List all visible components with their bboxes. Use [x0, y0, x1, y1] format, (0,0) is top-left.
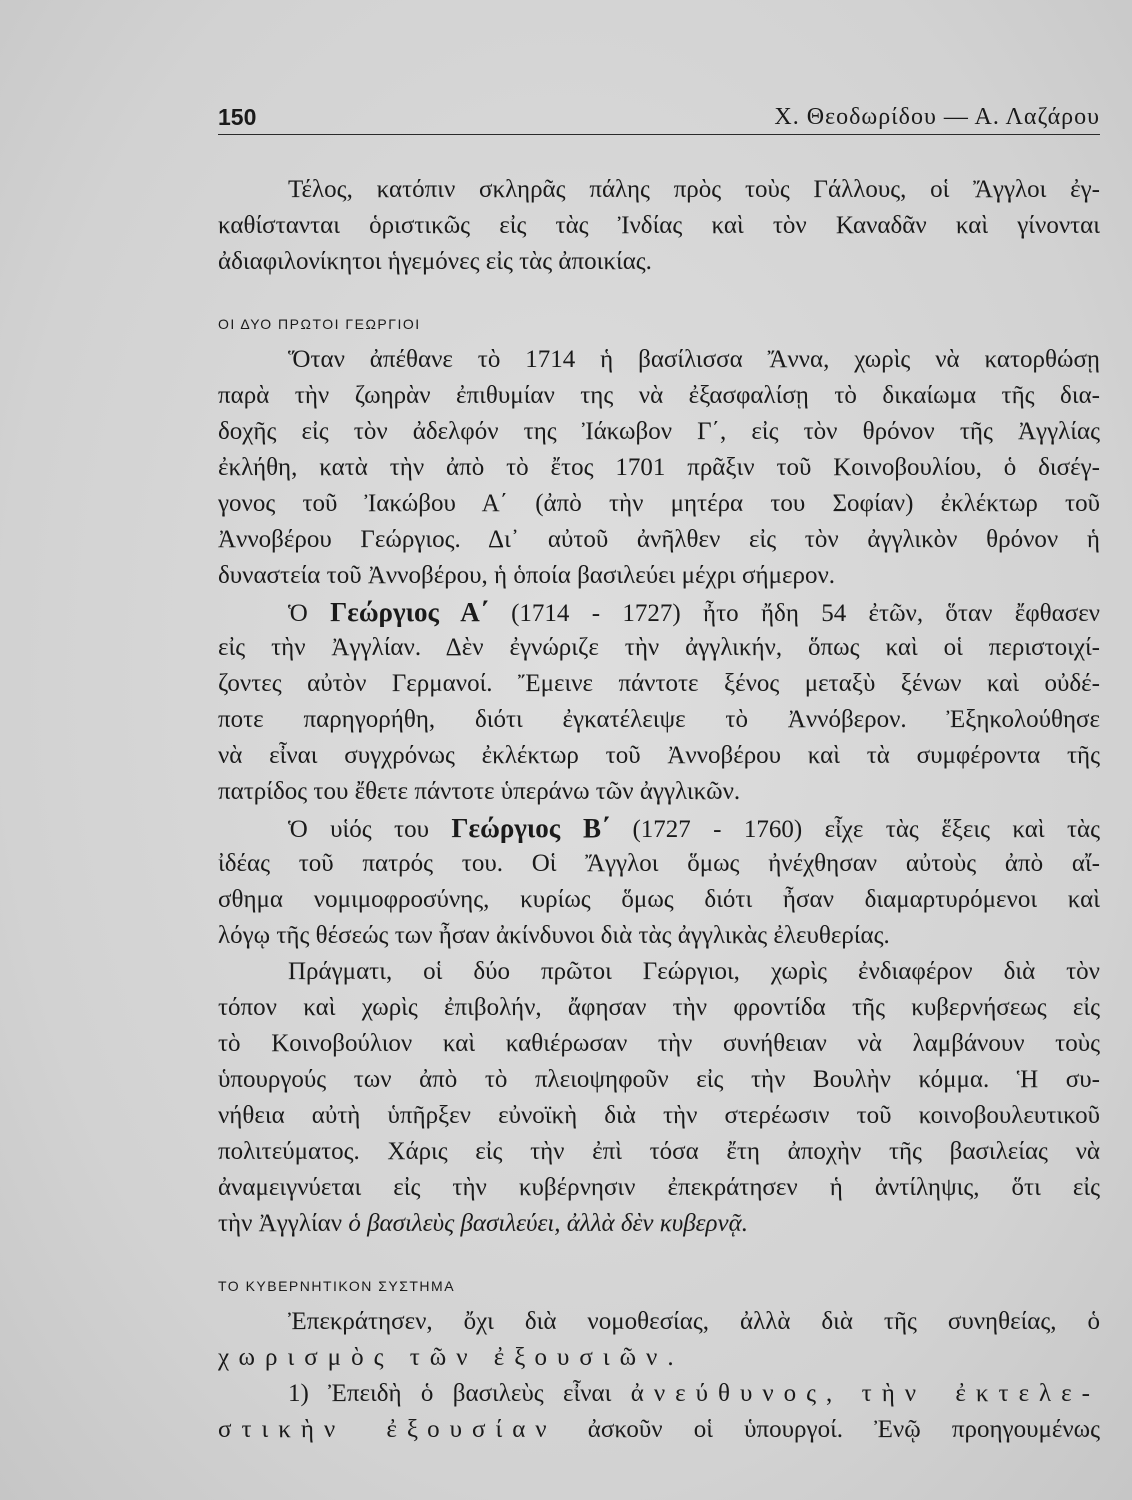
text-line: ἀναμειγνύεται εἰς τὴν κυβέρνησιν ἐπεκράτησεν ἡ ἀντίληψις, ὅτι εἰς [218, 1174, 1100, 1201]
italic-quote: ὁ βασιλεὺς βασιλεύει, ἀλλὰ δὲν κυβερνᾷ. [348, 1210, 748, 1237]
text-line: ζοντες αὐτὸν Γερμανοί. Ἔμεινε πάντοτε ξένος μεταξὺ ξένων καὶ οὐδέ- [218, 670, 1100, 697]
text-line: δυναστεία τοῦ Ἀννοβέρου, ἡ ὁποία βασιλεύει μέχρι σήμερον. [218, 562, 836, 589]
text-line: Ἀννοβέρου Γεώργιος. Δι᾿ αὐτοῦ ἀνῆλθεν εἰς τὸν ἀγγλικὸν θρόνον ἡ [218, 526, 1100, 553]
text-line: Ὅταν ἀπέθανε τὸ 1714 ἡ βασίλισσα Ἄννα, χωρὶς νὰ κατορθώσῃ [288, 346, 1100, 373]
bold-name: Γεώργιος Β΄ [451, 813, 611, 843]
text-line [288, 810, 1100, 846]
text-line: ἐκλήθη, κατὰ τὴν ἀπὸ τὸ ἔτος 1701 πρᾶξιν τοῦ Κοινοβουλίου, ὁ δισέγ- [218, 454, 1100, 481]
spaced-text: στικὴν ἐξουσίαν [218, 1416, 557, 1443]
bold-name: Γεώργιος Α΄ [330, 597, 489, 627]
text-span: τὴν Ἀγγλίαν [218, 1210, 349, 1237]
text-line: Ἐπεκράτησεν, ὄχι διὰ νομοθεσίας, ἀλλὰ διὰ τῆς συνηθείας, ὁ [288, 1308, 1100, 1335]
spaced-text: τὴν ἐκτελε- [861, 1380, 1101, 1407]
page-number: 150 [218, 104, 257, 130]
text-line: τὸ Κοινοβούλιον καὶ καθιέρωσαν τὴν συνήθειαν νὰ λαμβάνουν τοὺς [218, 1030, 1100, 1057]
spaced-text: χωρισμὸς τῶν ἐξουσιῶν. [218, 1344, 684, 1371]
text-line: Πράγματι, οἱ δύο πρῶτοι Γεώργιοι, χωρὶς ἐνδιαφέρον διὰ τὸν [288, 958, 1100, 985]
text-line: Τέλος, κατόπιν σκληρᾶς πάλης πρὸς τοὺς Γάλλους, οἱ Ἄγγλοι ἐγ- [288, 176, 1100, 203]
page-header [218, 100, 1100, 135]
text-span: 1) Ἐπειδὴ ὁ βασιλεὺς εἶναι [288, 1380, 631, 1407]
text-line: εἰς τὴν Ἀγγλίαν. Δὲν ἐγνώριζε τὴν ἀγγλικήν, ὅπως καὶ οἱ περιστοιχί- [218, 634, 1100, 661]
text-line: καθίστανται ὁριστικῶς εἰς τὰς Ἰνδίας καὶ τὸν Καναδᾶν καὶ γίνονται [218, 212, 1100, 239]
text-line: πολιτεύματος. Χάρις εἰς τὴν ἐπὶ τόσα ἔτη ἀποχὴν τῆς βασιλείας νὰ [218, 1138, 1100, 1165]
text-line [218, 1340, 1100, 1376]
text-line: δοχῆς εἰς τὸν ἀδελφόν της Ἰάκωβον Γ΄, εἰς τὸν θρόνον τῆς Ἀγγλίας [218, 418, 1100, 445]
text-line [288, 1376, 1100, 1412]
text-line [288, 594, 1100, 630]
text-line: τόπον καὶ χωρὶς ἐπιβολήν, ἄφησαν τὴν φροντίδα τῆς κυβερνήσεως εἰς [218, 994, 1100, 1021]
text-span: Ὁ [288, 600, 331, 627]
running-head: Χ. Θεοδωρίδου — Α. Λαζάρου [774, 104, 1100, 130]
text-line: ἀδιαφιλονίκητοι ἡγεμόνες εἰς τὰς ἀποικίας. [218, 248, 652, 275]
section-heading: ΟΙ ΔΥΟ ΠΡΩΤΟΙ ΓΕΩΡΓΙΟΙ [218, 316, 421, 332]
text-span: (1714 - 1727) ἦτο ἤδη 54 ἐτῶν, ὅταν ἔφθασεν [488, 600, 1100, 627]
text-line: νήθεια αὐτὴ ὑπῆρξεν εὐνοϊκὴ διὰ τὴν στερέωσιν τοῦ κοινοβουλευτικοῦ [218, 1102, 1100, 1129]
text-span: Ὁ υἱός του [288, 816, 452, 843]
section-heading: ΤΟ ΚΥΒΕΡΝΗΤΙΚΟΝ ΣΥΣΤΗΜΑ [218, 1278, 456, 1294]
text-line: ἰδέας τοῦ πατρός του. Οἱ Ἄγγλοι ὅμως ἠνέχθησαν αὐτοὺς ἀπὸ αἴ- [218, 850, 1100, 877]
text-line [218, 1206, 1100, 1242]
text-line: παρὰ τὴν ζωηρὰν ἐπιθυμίαν της νὰ ἐξασφαλίσῃ τὸ δικαίωμα τῆς δια- [218, 382, 1100, 409]
text-line: ὑπουργούς των ἀπὸ τὸ πλειοψηφοῦν εἰς τὴν Βουλὴν κόμμα. Ἡ συ- [218, 1066, 1100, 1093]
text-span: ἀσκοῦν οἱ ὑπουργοί. Ἐνῷ προηγουμένως [556, 1416, 1101, 1443]
text-line: γονος τοῦ Ἰακώβου Α΄ (ἀπὸ τὴν μητέρα του Σοφίαν) ἐκλέκτωρ τοῦ [218, 490, 1100, 517]
text-line: λόγῳ τῆς θέσεώς των ἦσαν ἀκίνδυνοι διὰ τὰς ἀγγλικὰς ἐλευθερίας. [218, 922, 890, 949]
spaced-text: ἀνεύθυνος, [630, 1380, 843, 1407]
text-line: πατρίδος του ἔθετε πάντοτε ὑπεράνω τῶν ἀγγλικῶν. [218, 778, 741, 805]
text-line [218, 1412, 1100, 1448]
text-line: σθημα νομιμοφροσύνης, κυρίως ὅμως διότι ἦσαν διαμαρτυρόμενοι καὶ [218, 886, 1100, 913]
text-line: νὰ εἶναι συγχρόνως ἐκλέκτωρ τοῦ Ἀννοβέρου καὶ τὰ συμφέροντα τῆς [218, 742, 1100, 769]
text-span: (1727 - 1760) εἶχε τὰς ἕξεις καὶ τὰς [610, 816, 1100, 843]
text-line: ποτε παρηγορήθη, διότι ἐγκατέλειψε τὸ Ἀννόβερον. Ἐξηκολούθησε [218, 706, 1100, 733]
